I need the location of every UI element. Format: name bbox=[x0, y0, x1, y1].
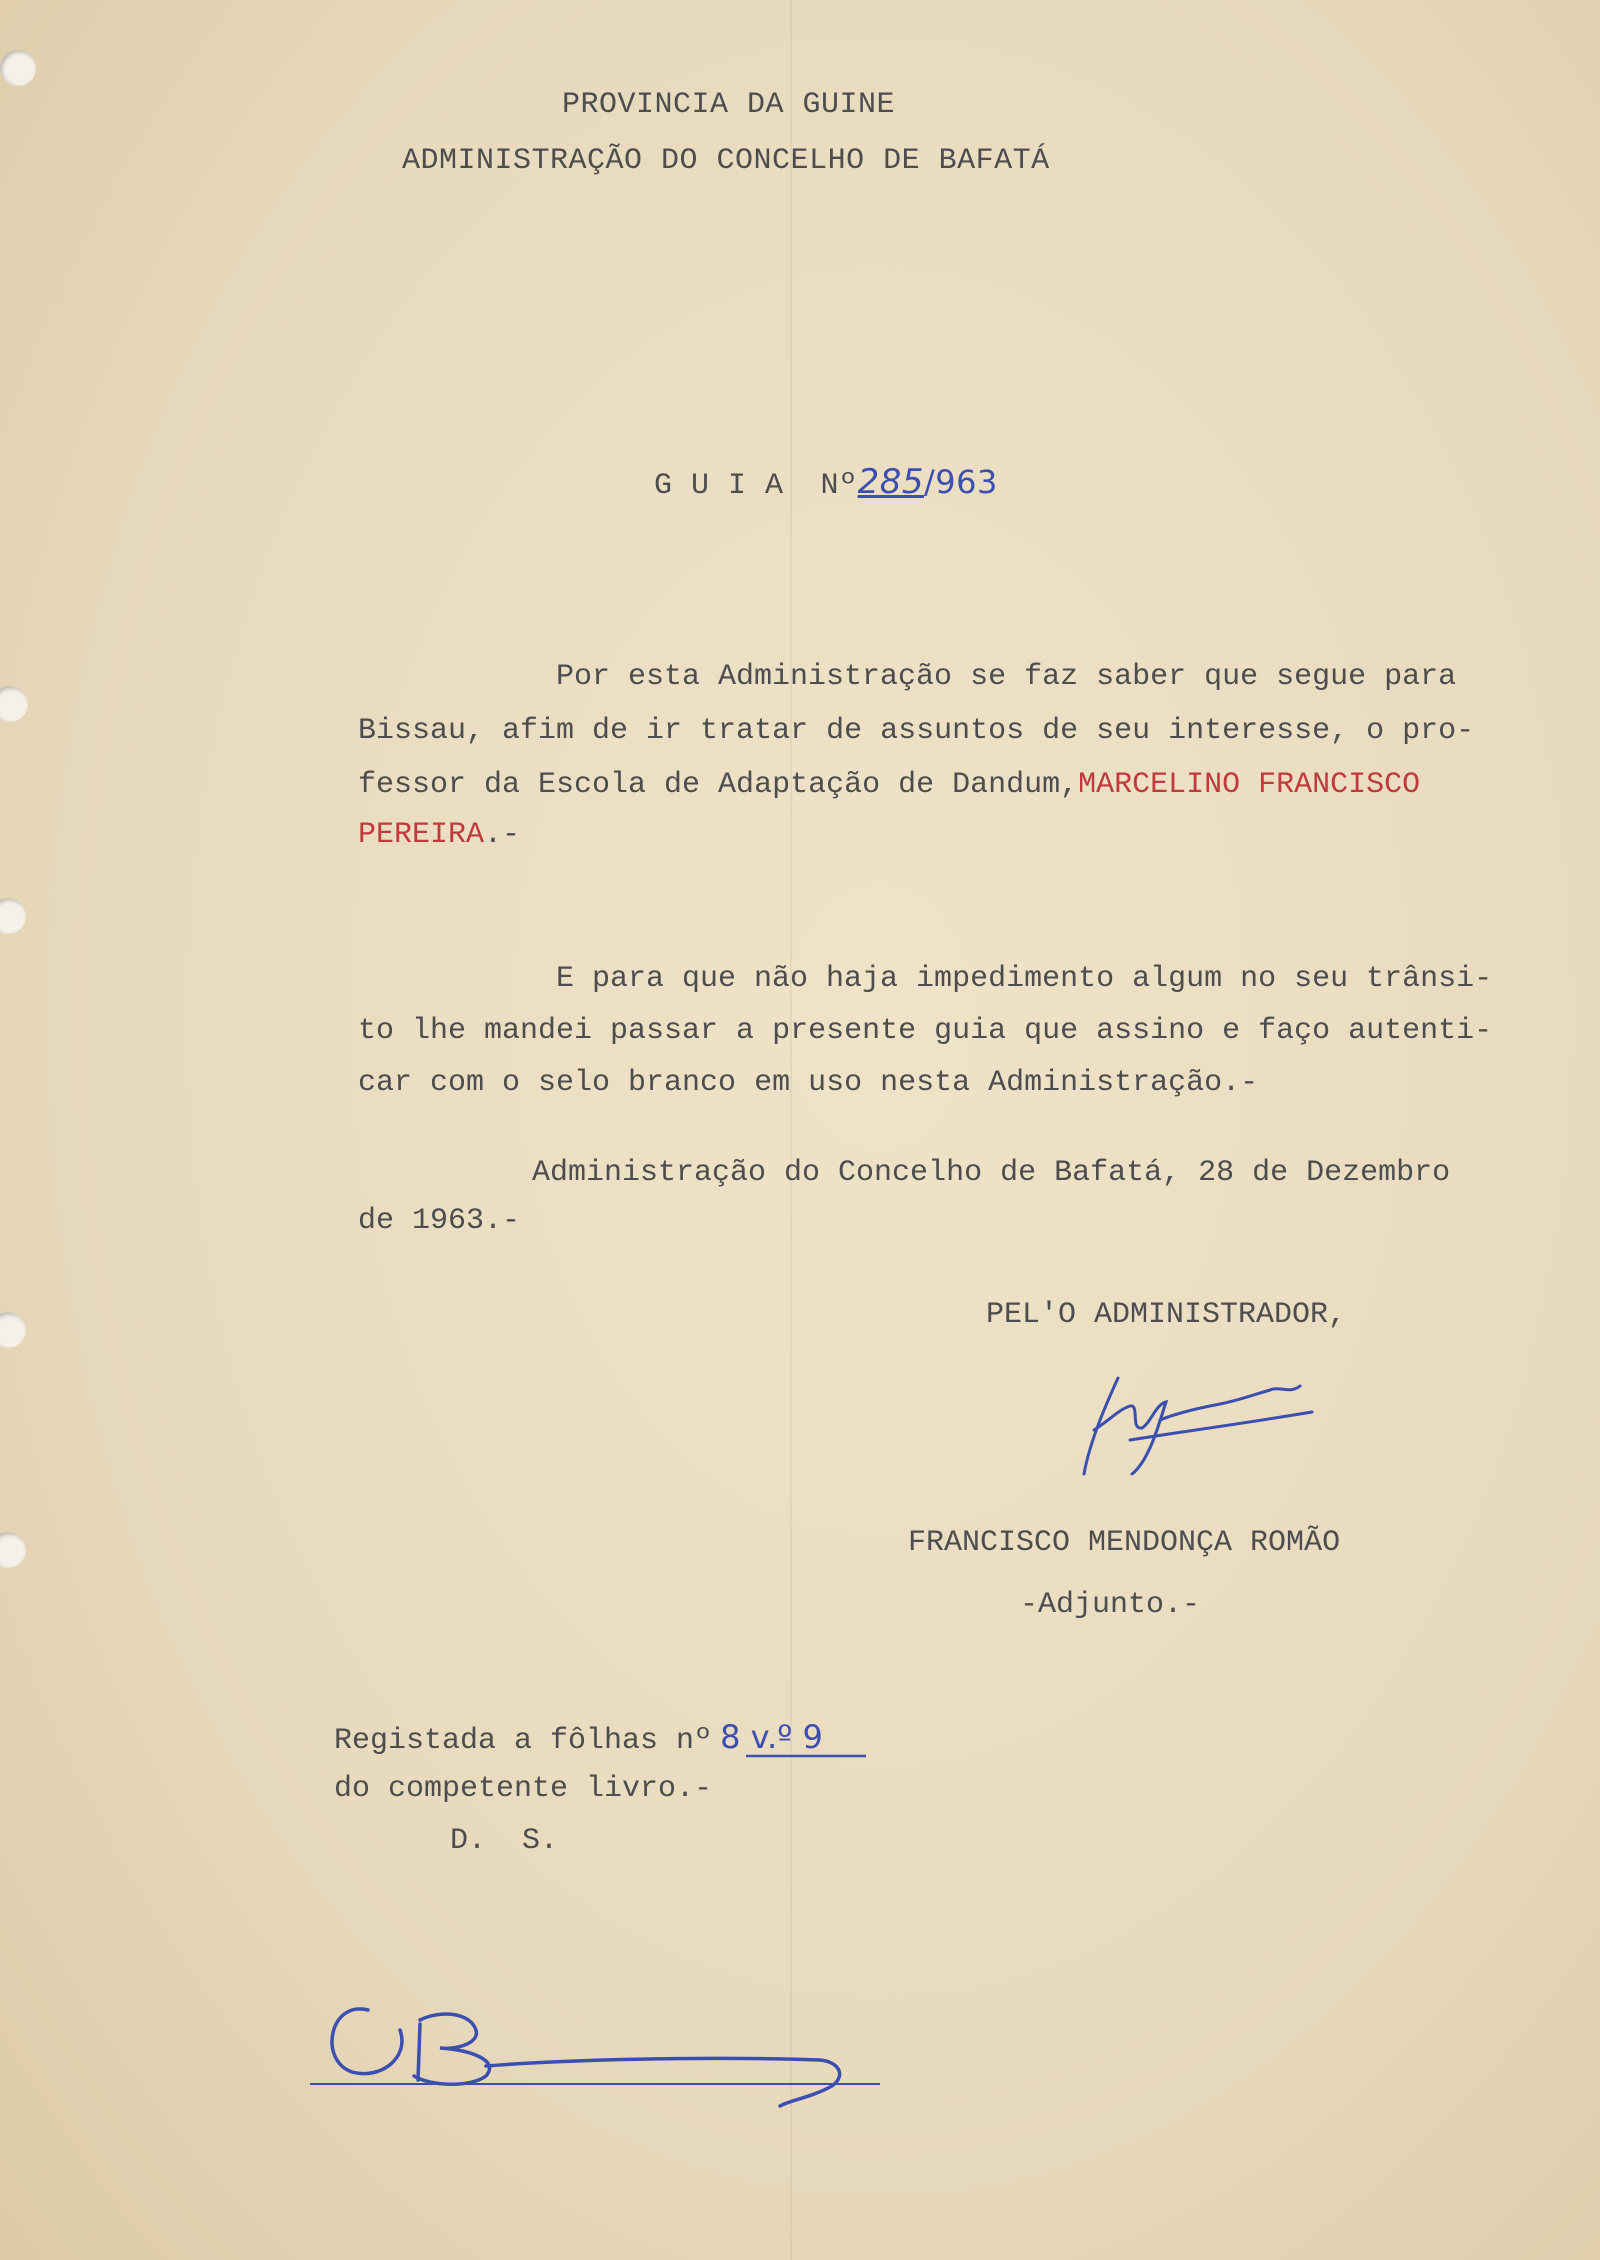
header-administration: ADMINISTRAÇÃO DO CONCELHO DE BAFATÁ bbox=[402, 144, 1050, 178]
school-text: fessor da Escola de Adaptação de Dandum, bbox=[358, 768, 1079, 802]
paragraph-2-line-2: to lhe mandei passar a presente guia que assino e faço autenti- bbox=[358, 1014, 1493, 1048]
date-line-1: Administração do Concelho de Bafatá, 28 de Dezembro bbox=[532, 1156, 1451, 1190]
registry-label: Registada a fôlhas nº bbox=[334, 1724, 713, 1758]
signatory-title: -Adjunto.- bbox=[1020, 1588, 1201, 1622]
paragraph-2-line-1: E para que não haja impedimento algum no seu trânsi- bbox=[556, 962, 1493, 996]
paragraph-1-end: .- bbox=[484, 818, 521, 852]
person-name-part-1: MARCELINO FRANCISCO bbox=[1078, 768, 1421, 802]
administrator-signature bbox=[1084, 1378, 1312, 1474]
on-behalf-of: PEL'O ADMINISTRADOR, bbox=[986, 1298, 1347, 1332]
header-province: PROVINCIA DA GUINE bbox=[562, 88, 896, 122]
registry-line-1 bbox=[334, 1718, 823, 1758]
paragraph-2-line-3: car com o selo branco em uso nesta Administração.- bbox=[358, 1066, 1259, 1100]
paragraph-1-line-2: Bissau, afim de ir tratar de assuntos de seu interesse, o pro- bbox=[358, 714, 1475, 748]
signatory-name: FRANCISCO MENDONÇA ROMÃO bbox=[908, 1526, 1341, 1560]
person-name-part-2: PEREIRA bbox=[358, 818, 485, 852]
date-line-2: de 1963.- bbox=[358, 1204, 521, 1238]
guia-number: 285 bbox=[857, 462, 924, 502]
guia-year: /963 bbox=[923, 463, 998, 501]
initials-signature bbox=[332, 2009, 840, 2106]
registry-folio: 8 v.º 9 bbox=[720, 1718, 823, 1756]
paragraph-1-line-1: Por esta Administração se faz saber que segue para bbox=[556, 660, 1457, 694]
guia-label: G U I A Nº bbox=[654, 469, 858, 503]
registry-line-3: D. S. bbox=[450, 1824, 559, 1858]
registry-line-2: do competente livro.- bbox=[334, 1772, 713, 1806]
